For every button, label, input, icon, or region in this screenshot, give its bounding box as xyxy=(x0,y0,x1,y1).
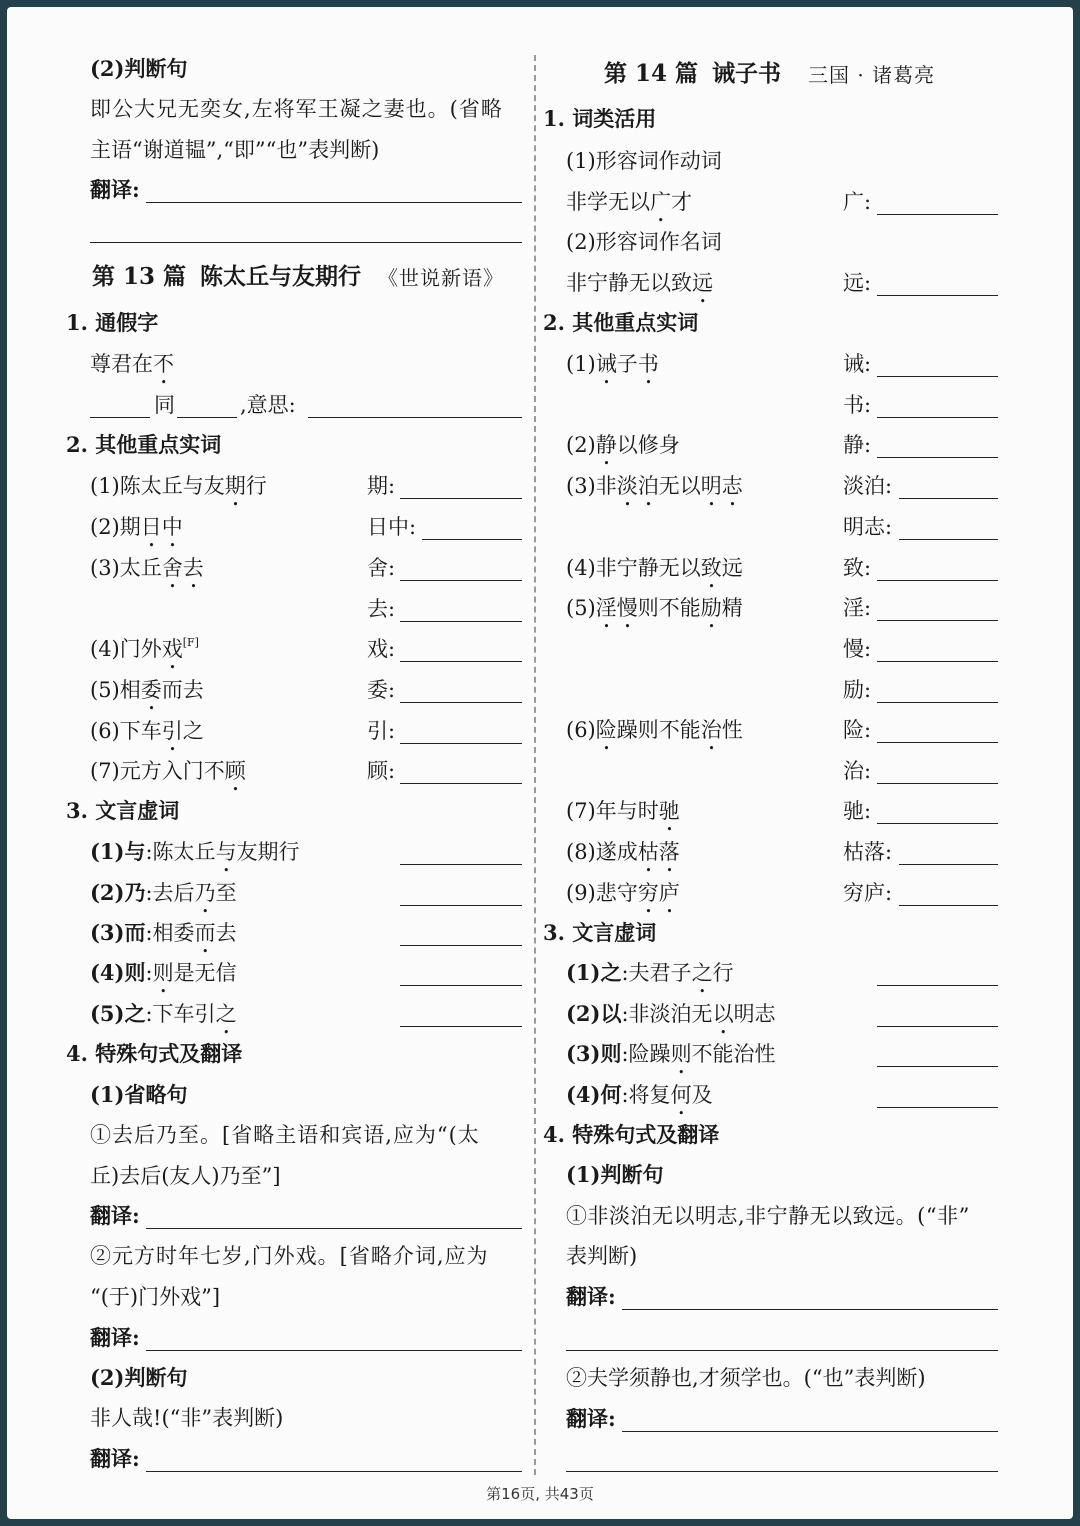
l-s4-e2-line1: ②元方时年七岁,门外戏。[省略介词,应为 xyxy=(90,1244,489,1268)
answer-line[interactable] xyxy=(877,702,998,703)
l-s4-e2-line2: “(于)门外戏”] xyxy=(90,1285,221,1309)
answer-line[interactable] xyxy=(566,1350,998,1351)
r-s4-e1-line1: ①非淡泊无以明志,非宁静无以致远。(“非” xyxy=(566,1204,970,1228)
answer-line[interactable] xyxy=(90,242,522,243)
left-top-sentence-line2: 主语“谢道韫”,“即”“也”表判断) xyxy=(90,138,380,162)
r-s3-item: (4)何:将复何及 xyxy=(566,1082,713,1107)
l-s2-item-6: (6)下车引之 xyxy=(90,719,204,743)
answer-line[interactable] xyxy=(877,214,998,215)
r-s2-term: 诫: xyxy=(843,352,872,376)
answer-line[interactable] xyxy=(622,1431,998,1432)
r-s2-term: 淫: xyxy=(843,596,872,620)
l-s1-meaning: ,意思: xyxy=(240,393,296,417)
r-s2-item-2: (2)静以修身 xyxy=(566,433,680,457)
translate-label: 翻译: xyxy=(90,1446,140,1471)
r-s2-item-9: (9)悲守穷庐 xyxy=(566,881,680,905)
answer-line[interactable] xyxy=(877,580,998,581)
l-s3-item: (3)而:相委而去 xyxy=(90,920,237,945)
r-s2-term: 励: xyxy=(843,678,872,702)
l-s2-item-3: (3)太丘舍去 xyxy=(90,556,204,580)
r-s2-title: 2. 其他重点实词 xyxy=(543,310,699,335)
answer-line[interactable] xyxy=(877,295,998,296)
answer-line[interactable] xyxy=(146,1471,522,1472)
answer-line[interactable] xyxy=(400,661,522,662)
r-s1-sub1: (1)形容词作动词 xyxy=(566,149,722,173)
r-s2-term: 驰: xyxy=(843,799,872,823)
l-s2-item-7: (7)元方入门不顾 xyxy=(90,759,246,783)
l-s2-item-1: (1)陈太丘与友期行 xyxy=(90,474,267,498)
answer-line[interactable] xyxy=(899,864,998,865)
r-s2-term: 淡泊: xyxy=(843,474,893,498)
page-footer: 第16页, 共43页 xyxy=(486,1485,594,1503)
l-s3-title: 3. 文言虚词 xyxy=(66,798,180,823)
answer-line[interactable] xyxy=(90,417,150,418)
answer-line[interactable] xyxy=(400,498,522,499)
r-s2-term: 慢: xyxy=(843,637,872,661)
left-top-heading: (2)判断句 xyxy=(90,56,188,81)
answer-line[interactable] xyxy=(146,1350,522,1351)
r-s3-item: (1)之:夫君子之行 xyxy=(566,960,734,985)
r-s1-sub2: (2)形容词作名词 xyxy=(566,230,722,254)
section-14-title: 诫子书 xyxy=(712,60,781,87)
l-s2-item-4: (4)门外戏[F] xyxy=(90,636,199,661)
answer-line[interactable] xyxy=(400,702,522,703)
l-s1-phrase: 尊君在不 xyxy=(90,352,174,376)
answer-line[interactable] xyxy=(146,1228,522,1229)
section-13-title: 陈太丘与友期行 xyxy=(200,263,361,290)
r-s2-term: 书: xyxy=(843,393,872,417)
answer-line[interactable] xyxy=(400,621,522,622)
translate-label: 翻译: xyxy=(566,1284,616,1309)
r-s4-sub1: (1)判断句 xyxy=(566,1162,664,1187)
section-14-source: 三国 · 诸葛亮 xyxy=(808,63,936,87)
r-s2-term: 治: xyxy=(843,759,872,783)
answer-line[interactable] xyxy=(877,417,998,418)
r-s2-item-7: (7)年与时驰 xyxy=(566,799,680,823)
answer-line[interactable] xyxy=(877,457,998,458)
answer-line[interactable] xyxy=(877,1066,998,1067)
r-s2-item-8: (8)遂成枯落 xyxy=(566,840,680,864)
l-s3-item: (4)则:则是无信 xyxy=(90,960,237,985)
r-s1-title: 1. 词类活用 xyxy=(543,106,657,131)
translate-label: 翻译: xyxy=(90,1203,140,1228)
answer-line[interactable] xyxy=(877,823,998,824)
l-s4-sub2: (2)判断句 xyxy=(90,1365,188,1390)
answer-line[interactable] xyxy=(877,742,998,743)
r-s4-e1-line2: 表判断) xyxy=(566,1244,638,1268)
l-s2-term: 顾: xyxy=(367,759,396,783)
answer-line[interactable] xyxy=(400,905,522,906)
r-s2-item-6: (6)险躁则不能治性 xyxy=(566,718,743,742)
r-s3-item: (2)以:非淡泊无以明志 xyxy=(566,1001,776,1026)
answer-line[interactable] xyxy=(422,539,522,540)
translate-label: 翻译: xyxy=(566,1406,616,1431)
answer-line[interactable] xyxy=(400,580,522,581)
answer-line[interactable] xyxy=(146,202,522,203)
r-s1-term: 广: xyxy=(843,190,872,214)
r-s2-term: 穷庐: xyxy=(843,881,893,905)
r-s2-term: 险: xyxy=(843,718,872,742)
l-s4-e1-line2: 丘)去后(友人)乃至”] xyxy=(90,1164,281,1188)
l-s4-e3: 非人哉!(“非”表判断) xyxy=(90,1406,284,1430)
r-s2-item-5: (5)淫慢则不能励精 xyxy=(566,596,743,620)
r-s3-item: (3)则:险躁则不能治性 xyxy=(566,1041,776,1066)
l-s2-term: 引: xyxy=(367,719,396,743)
answer-line[interactable] xyxy=(400,1026,522,1027)
answer-line[interactable] xyxy=(400,783,522,784)
answer-line[interactable] xyxy=(400,864,522,865)
left-top-sentence-line1: 即公大兄无奕女,左将军王凝之妻也。(省略 xyxy=(90,97,503,121)
l-s1-title: 1. 通假字 xyxy=(66,310,159,335)
l-s2-item-5: (5)相委而去 xyxy=(90,678,204,702)
l-s1-same: 同 xyxy=(154,393,175,417)
section-14-number: 第 14 篇 xyxy=(604,60,699,87)
r-s1-term: 远: xyxy=(843,271,872,295)
l-s2-title: 2. 其他重点实词 xyxy=(66,432,222,457)
r-s1-ex2: 非宁静无以致远 xyxy=(566,271,713,295)
answer-line[interactable] xyxy=(622,1309,998,1310)
l-s4-title: 4. 特殊句式及翻译 xyxy=(66,1041,243,1066)
answer-line[interactable] xyxy=(877,783,998,784)
l-s2-term: 戏: xyxy=(367,637,396,661)
r-s2-item-3: (3)非淡泊无以明志 xyxy=(566,474,743,498)
l-s4-sub1: (1)省略句 xyxy=(90,1082,188,1107)
l-s2-term: 日中: xyxy=(367,515,417,539)
section-13-source: 《世说新语》 xyxy=(378,266,504,290)
answer-line[interactable] xyxy=(177,417,237,418)
answer-line[interactable] xyxy=(877,376,998,377)
answer-line[interactable] xyxy=(877,985,998,986)
section-13-number: 第 13 篇 xyxy=(92,263,187,290)
answer-line[interactable] xyxy=(877,661,998,662)
answer-line[interactable] xyxy=(877,1026,998,1027)
l-s4-e1-line1: ①去后乃至。[省略主语和宾语,应为“(太 xyxy=(90,1123,480,1147)
answer-line[interactable] xyxy=(899,905,998,906)
answer-line[interactable] xyxy=(400,945,522,946)
l-s2-item-2: (2)期日中 xyxy=(90,515,183,539)
l-s2-term: 期: xyxy=(367,474,396,498)
r-s1-ex1: 非学无以广才 xyxy=(566,190,692,214)
answer-line[interactable] xyxy=(899,498,998,499)
l-s2-term: 委: xyxy=(367,678,396,702)
translate-label: 翻译: xyxy=(90,177,140,202)
r-s2-term: 枯落: xyxy=(843,840,893,864)
r-s3-title: 3. 文言虚词 xyxy=(543,920,657,945)
l-s3-item: (5)之:下车引之 xyxy=(90,1001,237,1026)
l-s2-term: 舍: xyxy=(367,556,396,580)
answer-line[interactable] xyxy=(308,417,522,418)
r-s4-title: 4. 特殊句式及翻译 xyxy=(543,1122,720,1147)
translate-label: 翻译: xyxy=(90,1325,140,1350)
r-s2-term: 静: xyxy=(843,433,872,457)
r-s2-item-4: (4)非宁静无以致远 xyxy=(566,556,743,580)
l-s3-item: (1)与:陈太丘与友期行 xyxy=(90,839,300,864)
answer-line[interactable] xyxy=(899,539,998,540)
answer-line[interactable] xyxy=(400,743,522,744)
r-s2-term: 致: xyxy=(843,556,872,580)
r-s2-term: 明志: xyxy=(843,515,893,539)
answer-line[interactable] xyxy=(400,985,522,986)
answer-line[interactable] xyxy=(566,1471,998,1472)
l-s3-item: (2)乃:去后乃至 xyxy=(90,880,237,905)
answer-line[interactable] xyxy=(877,620,998,621)
answer-line[interactable] xyxy=(877,1107,998,1108)
r-s2-item-1: (1)诫子书 xyxy=(566,352,659,376)
l-s2-term: 去: xyxy=(367,597,396,621)
column-divider xyxy=(534,55,536,1475)
r-s4-e2: ②夫学须静也,才须学也。(“也”表判断) xyxy=(566,1366,926,1390)
